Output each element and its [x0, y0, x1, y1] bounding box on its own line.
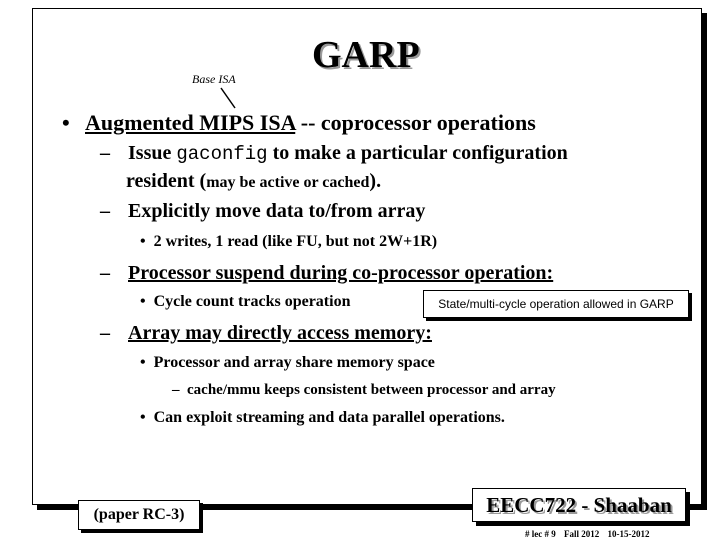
sub-bullet-explicitly-move: – Explicitly move data to/from array: [100, 200, 426, 222]
bullet-augmented-mips: • Augmented MIPS ISA -- coprocessor operations: [62, 110, 536, 135]
sub-bullet-processor-suspend: – Processor suspend during co-processor operation:: [100, 262, 554, 284]
dash-mark: –: [100, 322, 110, 344]
sub-sub-bullet-writes-reads: • 2 writes, 1 read (like FU, but not 2W+1R): [140, 233, 438, 250]
bullet-mark: •: [140, 354, 146, 371]
sub-sub-bullet-share-memory: • Processor and array share memory space: [140, 354, 435, 371]
slide-title: GARP: [312, 34, 420, 76]
sub-sub-bullet-streaming: • Can exploit streaming and data parallel operations.: [140, 409, 505, 426]
bullet-mark: •: [140, 409, 146, 426]
paper-reference-box: (paper RC-3): [78, 500, 200, 530]
sub-sub-sub-bullet-cache-mmu: – cache/mmu keeps consistent between processor and array: [172, 382, 556, 398]
state-note-box: State/multi-cycle operation allowed in GARP: [423, 290, 689, 318]
dash-mark: –: [100, 200, 110, 222]
sub-bullet-continuation: resident (may be active or cached).: [126, 170, 382, 192]
sub-bullet-array-memory: – Array may directly access memory:: [100, 322, 432, 344]
bullet-mark: •: [140, 293, 146, 310]
sub-sub-bullet-cycle-count: • Cycle count tracks operation: [140, 293, 351, 310]
term: Fall 2012: [564, 529, 600, 539]
lecture-number: # lec # 9: [525, 529, 556, 539]
dash-mark: –: [172, 382, 180, 398]
code-gaconfig: gaconfig: [176, 143, 268, 165]
dash-mark: –: [100, 262, 110, 284]
base-isa-annotation: Base ISA: [192, 72, 236, 86]
sub-bullet-issue-gaconfig: – Issue gaconfig to make a particular configuration: [100, 142, 568, 165]
bullet-mark: •: [140, 233, 146, 250]
slide-footer: [525, 529, 656, 539]
date: 10-15-2012: [607, 529, 650, 539]
dash-mark: –: [100, 142, 110, 164]
course-title-box: EECC722 - Shaaban: [472, 488, 686, 522]
underlined-text: Augmented MIPS ISA: [85, 110, 296, 135]
bullet-mark: •: [62, 110, 70, 135]
